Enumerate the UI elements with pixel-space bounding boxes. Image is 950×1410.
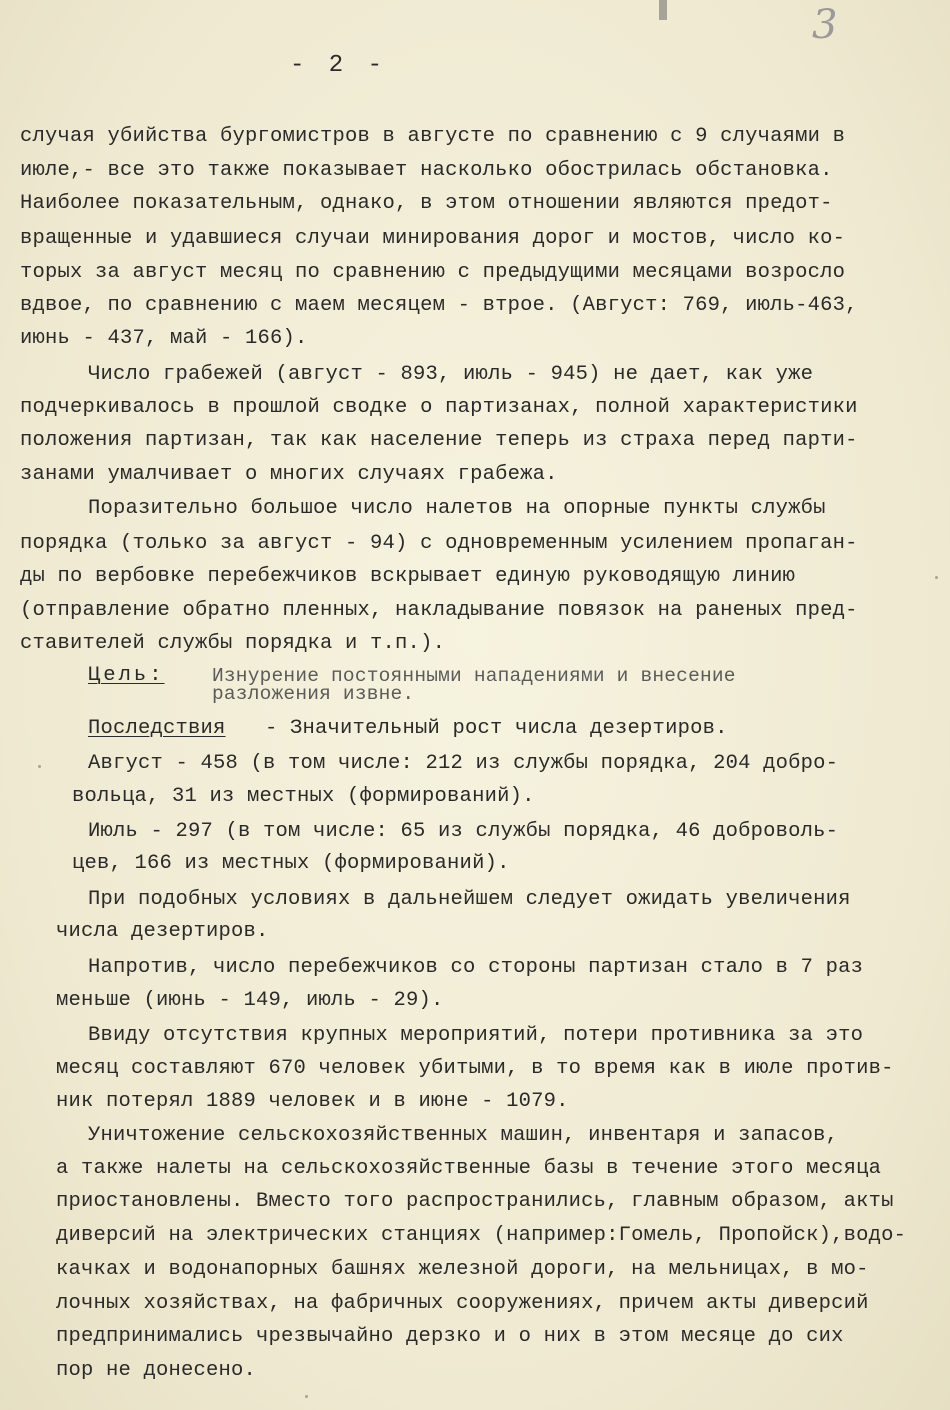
- text-line: Ввиду отсутствия крупных мероприятий, потери противника за это: [88, 1024, 864, 1047]
- text-line: - Значительный рост числа дезертиров.: [265, 717, 728, 740]
- paper-speck: [305, 1395, 308, 1398]
- text-line: июнь - 437, май - 166).: [20, 327, 308, 350]
- handwritten-folio-number: 3: [812, 2, 838, 48]
- text-line: цев, 166 из местных (формирований).: [72, 852, 510, 875]
- text-line: Июль - 297 (в том числе: 65 из службы порядка, 46 доброволь-: [88, 820, 839, 843]
- text-line: меньше (июнь - 149, июль - 29).: [56, 989, 444, 1012]
- text-line: пор не донесено.: [56, 1359, 257, 1382]
- text-line: качках и водонапорных башнях железной дороги, на мельницах, в мо-: [56, 1258, 869, 1281]
- text-line: а также налеты на сельскохозяйственные базы в течение этого месяца: [56, 1157, 882, 1180]
- text-line: вдвое, по сравнению с маем месяцем - втрое. (Август: 769, июль-463,: [20, 294, 858, 317]
- text-line: Число грабежей (август - 893, июль - 945) не дает, как уже: [88, 363, 814, 386]
- text-line: случая убийства бургомистров в августе по сравнению с 9 случаями в: [20, 125, 846, 148]
- text-line: приостановлены. Вместо того распространились, главным образом, акты: [56, 1190, 894, 1213]
- text-line: лочных хозяйствах, на фабричных сооружениях, причем акты диверсий: [56, 1292, 869, 1315]
- text-line: При подобных условиях в дальнейшем следует ожидать увеличения: [88, 888, 851, 911]
- text-line: Напротив, число перебежчиков со стороны партизан стало в 7 раз: [88, 956, 864, 979]
- text-line: диверсий на электрических станциях (например:Гомель, Пропойск),водо-: [56, 1224, 907, 1247]
- text-line: ставителей службы порядка и т.п.).: [20, 632, 446, 655]
- binding-mark: [659, 0, 667, 20]
- text-line: Поразительно большое число налетов на опорные пункты службы: [88, 497, 826, 520]
- text-line: положения партизан, так как население теперь из страха перед парти-: [20, 429, 858, 452]
- text-line: занами умалчивает о многих случаях грабежа.: [20, 463, 558, 486]
- text-line: торых за август месяц по сравнению с предыдущими месяцами возросло: [20, 261, 846, 284]
- text-line: Уничтожение сельскохозяйственных машин, инвентаря и запасов,: [88, 1124, 839, 1147]
- consequences-label: Последствия: [88, 717, 226, 740]
- text-line: вольца, 31 из местных (формирований).: [72, 785, 535, 808]
- text-line: месяц составляют 670 человек убитыми, в то время как в июле против-: [56, 1057, 894, 1080]
- paper-speck: [935, 576, 938, 579]
- text-line: числа дезертиров.: [56, 920, 269, 943]
- text-line: порядка (только за август - 94) с одновременным усилением пропаган-: [20, 532, 858, 555]
- text-line: ник потерял 1889 человек и в июне - 1079.: [56, 1090, 569, 1113]
- text-line: Наиболее показательным, однако, в этом отношении являются предот-: [20, 192, 833, 215]
- text-line: ды по вербовке перебежчиков вскрывает единую руководящую линию: [20, 565, 796, 588]
- text-line: вращенные и удавшиеся случаи минирования дорог и мостов, число ко-: [20, 227, 846, 250]
- text-line: Изнурение постоянными нападениями и внесение: [212, 665, 736, 687]
- page-number: - 2 -: [290, 52, 388, 79]
- paper-speck: [38, 765, 41, 768]
- text-line: предпринимались чрезвычайно дерзко и о них в этом месяце до сих: [56, 1325, 844, 1348]
- text-line: Август - 458 (в том числе: 212 из службы порядка, 204 добро-: [88, 752, 839, 775]
- text-line: разложения извне.: [212, 683, 415, 705]
- text-line: подчеркивалось в прошлой сводке о партизанах, полной характеристики: [20, 396, 858, 419]
- text-line: (отправление обратно пленных, накладывание повязок на раненых пред-: [20, 599, 858, 622]
- goal-label: Цель:: [88, 664, 165, 687]
- text-line: июле,- все это также показывает насколько обострилась обстановка.: [20, 159, 833, 182]
